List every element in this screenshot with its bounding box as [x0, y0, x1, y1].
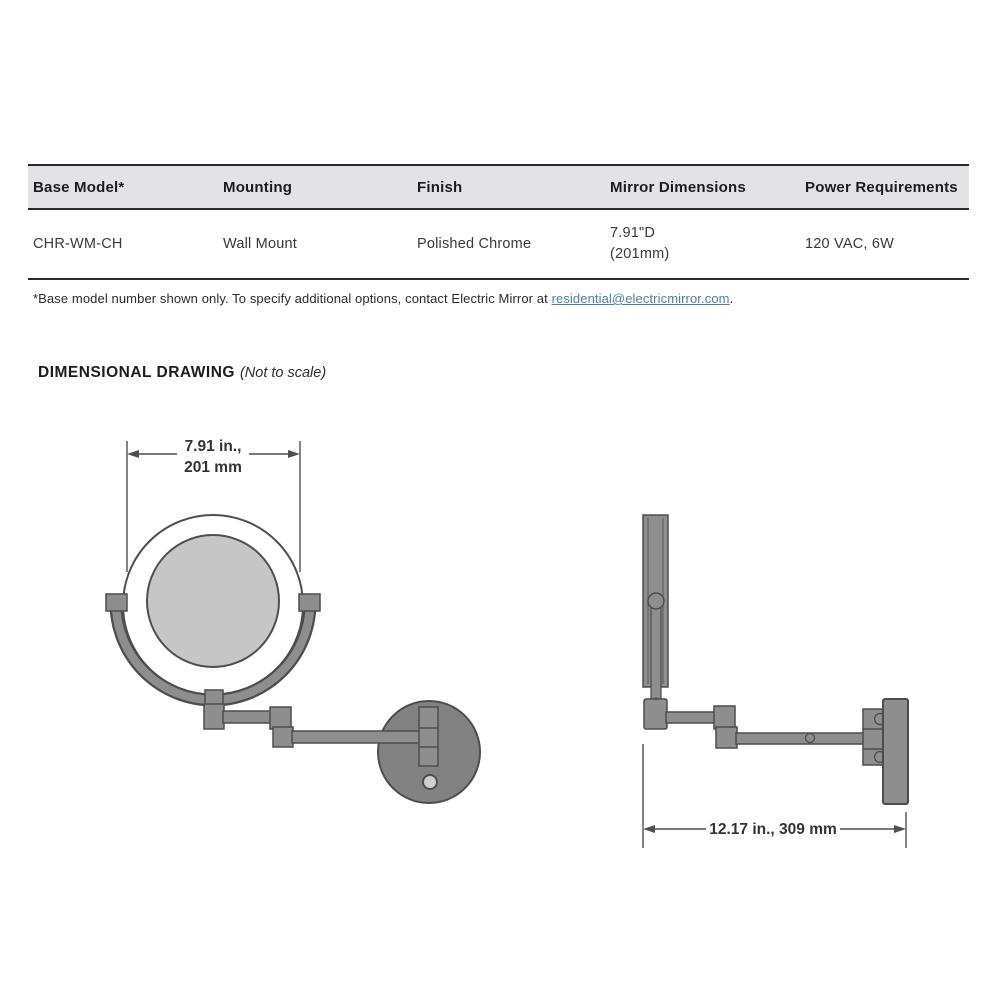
front-arm-assembly	[204, 690, 480, 803]
col-header-finish: Finish	[412, 165, 605, 209]
wall-plate-side	[883, 699, 908, 804]
front-view-drawing	[106, 438, 480, 803]
wall-plate-screw	[423, 775, 437, 789]
side-arm-segment-1	[666, 712, 716, 723]
side-view-drawing	[643, 515, 908, 848]
side-arm-assembly	[644, 699, 908, 804]
section-qualifier: (Not to scale)	[239, 365, 327, 381]
yoke-pivot-left	[106, 594, 127, 611]
front-mount-bracket	[419, 707, 438, 766]
cell-base-model: CHR-WM-CH	[28, 209, 218, 279]
col-header-base-model: Base Model*	[28, 165, 218, 209]
cell-finish: Polished Chrome	[412, 209, 605, 279]
col-header-mirror-dimensions: Mirror Dimensions	[605, 165, 800, 209]
email-link[interactable]: residential@electricmirror.com	[551, 291, 730, 306]
footnote-period: .	[729, 291, 734, 306]
col-header-mounting: Mounting	[218, 165, 412, 209]
front-arm-segment-1	[223, 711, 273, 723]
cell-power-requirements: 120 VAC, 6W	[800, 209, 969, 279]
mirror-dimension-line2: (201mm)	[610, 246, 670, 262]
front-width-dimension-label-line2: 201 mm	[184, 459, 242, 476]
col-header-power-requirements: Power Requirements	[800, 165, 969, 209]
yoke-pivot-right	[299, 594, 320, 611]
footnote-text: *Base model number shown only. To specify additional options, contact Electric Mirror at	[33, 291, 552, 306]
cell-mounting: Wall Mount	[218, 209, 412, 279]
mirror-dimension-line1: 7.91"D	[610, 224, 656, 241]
side-depth-dimension-label: 12.17 in., 309 mm	[709, 821, 837, 838]
side-mirror-profile	[643, 515, 668, 707]
front-width-dimension-label-line1: 7.91 in.,	[184, 438, 242, 455]
side-arm-segment-2	[736, 733, 865, 744]
section-title: DIMENSIONAL DRAWING	[38, 364, 235, 381]
side-pivot	[648, 593, 664, 609]
mirror-glass	[147, 535, 279, 667]
front-arm-segment-2	[292, 731, 424, 743]
